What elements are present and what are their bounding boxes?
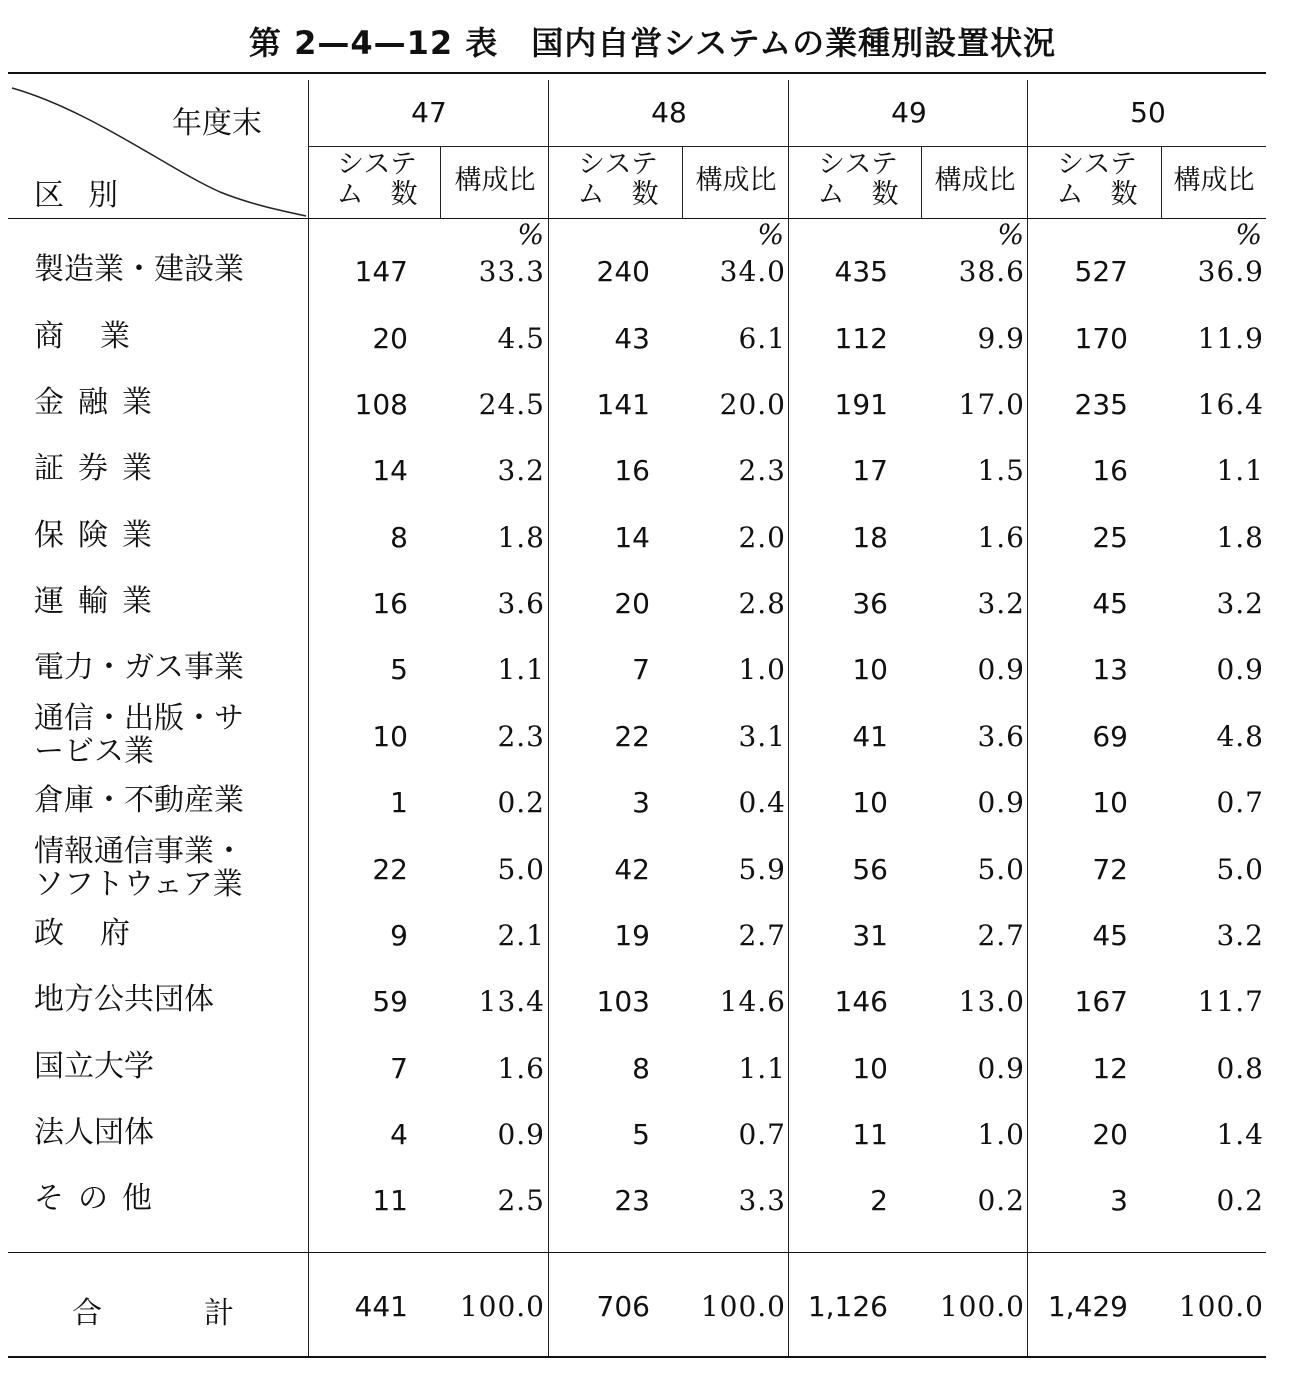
ratio-cell: 1.6 (977, 521, 1025, 554)
ratio-cell: 1.8 (497, 521, 545, 554)
count-cell: 23 (614, 1184, 650, 1217)
ratio-cell: 0.2 (977, 1184, 1025, 1217)
row-label: 倉庫・不動産業 (34, 783, 244, 818)
row-label: 電力・ガス事業 (34, 650, 244, 685)
count-cell: 7 (632, 653, 650, 686)
count-cell: 19 (614, 919, 650, 952)
ratio-cell: 5.0 (497, 853, 545, 886)
total-ratio-cell: 100.0 (700, 1290, 786, 1323)
total-count-cell: 441 (354, 1290, 408, 1323)
count-cell: 4 (390, 1118, 408, 1151)
count-cell: 10 (852, 786, 888, 819)
ratio-cell: 13.4 (478, 985, 545, 1018)
count-cell: 41 (852, 720, 888, 753)
sub-col-divider (921, 146, 922, 218)
count-cell: 147 (354, 255, 408, 288)
count-cell: 3 (1110, 1184, 1128, 1217)
ratio-cell: 1.5 (977, 454, 1025, 487)
count-cell: 103 (596, 985, 650, 1018)
year-47: 47 (411, 96, 447, 129)
count-cell: 11 (852, 1118, 888, 1151)
count-cell: 5 (390, 653, 408, 686)
ratio-cell: 17.0 (958, 388, 1025, 421)
count-cell: 14 (614, 521, 650, 554)
count-cell: 56 (852, 853, 888, 886)
row-label: その他 (34, 1181, 166, 1216)
ratio-cell: 14.6 (719, 985, 786, 1018)
bottom-rule (8, 1356, 1266, 1358)
count-cell: 7 (390, 1052, 408, 1085)
ratio-cell: 36.9 (1197, 255, 1264, 288)
ratio-cell: 1.6 (497, 1052, 545, 1085)
total-label: 合 計 (72, 1296, 234, 1331)
percent-sign: % (517, 218, 544, 251)
ratio-cell: 2.1 (497, 919, 545, 952)
row-label: 政府 (34, 916, 166, 951)
ratio-cell: 24.5 (478, 388, 545, 421)
count-cell: 1 (390, 786, 408, 819)
count-cell: 11 (372, 1184, 408, 1217)
ratio-cell: 2.7 (738, 919, 786, 952)
sub-count-header: システ ム 数 (1056, 149, 1138, 210)
percent-sign: % (1235, 218, 1262, 251)
percent-sign: % (997, 218, 1024, 251)
row-label: 通信・出版・サ ービス業 (34, 701, 244, 769)
count-cell: 141 (596, 388, 650, 421)
ratio-cell: 1.0 (738, 653, 786, 686)
ratio-cell: 9.9 (977, 322, 1025, 355)
ratio-cell: 0.9 (977, 653, 1025, 686)
year-end-label: 年度末 (172, 106, 262, 141)
count-cell: 240 (596, 255, 650, 288)
ratio-cell: 0.2 (497, 786, 545, 819)
sub-col-divider (682, 146, 683, 218)
ratio-cell: 2.3 (497, 720, 545, 753)
row-label: 法人団体 (34, 1115, 154, 1150)
table-title: 第 2—4—12 表 国内自営システムの業種別設置状況 (248, 24, 1057, 62)
row-label: 情報通信事業・ ソフトウェア業 (34, 834, 244, 902)
ratio-cell: 0.2 (1216, 1184, 1264, 1217)
count-cell: 22 (614, 720, 650, 753)
top-rule (8, 72, 1266, 74)
count-cell: 18 (852, 521, 888, 554)
count-cell: 10 (852, 653, 888, 686)
ratio-cell: 6.1 (738, 322, 786, 355)
sub-count-header: システ ム 数 (817, 149, 899, 210)
count-cell: 16 (372, 587, 408, 620)
count-cell: 191 (834, 388, 888, 421)
count-cell: 25 (1092, 521, 1128, 554)
total-ratio-cell: 100.0 (459, 1290, 545, 1323)
year-50: 50 (1130, 96, 1166, 129)
ratio-cell: 2.5 (497, 1184, 545, 1217)
count-cell: 42 (614, 853, 650, 886)
ratio-cell: 4.8 (1216, 720, 1264, 753)
sub-count-header: システ ム 数 (336, 149, 418, 210)
ratio-cell: 1.1 (1216, 454, 1264, 487)
total-ratio-cell: 100.0 (1178, 1290, 1264, 1323)
ratio-cell: 0.9 (977, 786, 1025, 819)
ratio-cell: 33.3 (478, 255, 545, 288)
count-cell: 20 (372, 322, 408, 355)
ratio-cell: 3.2 (1216, 587, 1264, 620)
count-cell: 12 (1092, 1052, 1128, 1085)
count-cell: 43 (614, 322, 650, 355)
count-cell: 36 (852, 587, 888, 620)
sub-col-divider (440, 146, 441, 218)
row-label: 運輸業 (34, 584, 166, 619)
sub-ratio-header: 構成比 (454, 165, 536, 196)
ratio-cell: 1.1 (497, 653, 545, 686)
row-label: 保険業 (34, 518, 166, 553)
count-cell: 20 (1092, 1118, 1128, 1151)
ratio-cell: 2.7 (977, 919, 1025, 952)
year-49: 49 (891, 96, 927, 129)
ratio-cell: 16.4 (1197, 388, 1264, 421)
ratio-cell: 2.8 (738, 587, 786, 620)
ratio-cell: 5.9 (738, 853, 786, 886)
count-cell: 9 (390, 919, 408, 952)
count-cell: 59 (372, 985, 408, 1018)
ratio-cell: 0.9 (1216, 653, 1264, 686)
row-label: 商業 (34, 319, 166, 354)
ratio-cell: 13.0 (958, 985, 1025, 1018)
ratio-cell: 5.0 (977, 853, 1025, 886)
total-count-cell: 1,429 (1047, 1290, 1128, 1323)
count-cell: 3 (632, 786, 650, 819)
row-label: 証券業 (34, 451, 166, 486)
ratio-cell: 3.2 (497, 454, 545, 487)
row-label: 地方公共団体 (34, 982, 214, 1017)
ratio-cell: 11.7 (1197, 985, 1264, 1018)
count-cell: 146 (834, 985, 888, 1018)
total-ratio-cell: 100.0 (939, 1290, 1025, 1323)
year-48: 48 (651, 96, 687, 129)
count-cell: 108 (354, 388, 408, 421)
year-rule (308, 146, 1266, 147)
ratio-cell: 20.0 (719, 388, 786, 421)
sub-count-header: システ ム 数 (577, 149, 659, 210)
count-cell: 16 (614, 454, 650, 487)
count-cell: 435 (834, 255, 888, 288)
count-cell: 5 (632, 1118, 650, 1151)
count-cell: 31 (852, 919, 888, 952)
count-cell: 8 (632, 1052, 650, 1085)
count-cell: 69 (1092, 720, 1128, 753)
ratio-cell: 3.2 (977, 587, 1025, 620)
ratio-cell: 0.7 (738, 1118, 786, 1151)
count-cell: 20 (614, 587, 650, 620)
count-cell: 45 (1092, 587, 1128, 620)
count-cell: 112 (834, 322, 888, 355)
count-cell: 235 (1074, 388, 1128, 421)
ratio-cell: 1.0 (977, 1118, 1025, 1151)
count-cell: 8 (390, 521, 408, 554)
ratio-cell: 1.8 (1216, 521, 1264, 554)
ratio-cell: 0.9 (977, 1052, 1025, 1085)
ratio-cell: 3.6 (497, 587, 545, 620)
row-label: 金融業 (34, 385, 166, 420)
sub-col-divider (1161, 146, 1162, 218)
total-count-cell: 706 (596, 1290, 650, 1323)
count-cell: 22 (372, 853, 408, 886)
ratio-cell: 1.1 (738, 1052, 786, 1085)
sub-ratio-header: 構成比 (695, 165, 777, 196)
count-cell: 527 (1074, 255, 1128, 288)
ratio-cell: 3.2 (1216, 919, 1264, 952)
row-label: 国立大学 (34, 1049, 154, 1084)
total-top-rule (8, 1252, 1266, 1253)
count-cell: 170 (1074, 322, 1128, 355)
count-cell: 10 (1092, 786, 1128, 819)
ratio-cell: 0.8 (1216, 1052, 1264, 1085)
ratio-cell: 11.9 (1197, 322, 1264, 355)
count-cell: 10 (852, 1052, 888, 1085)
ratio-cell: 2.0 (738, 521, 786, 554)
count-cell: 17 (852, 454, 888, 487)
ratio-cell: 2.3 (738, 454, 786, 487)
count-cell: 13 (1092, 653, 1128, 686)
ratio-cell: 0.4 (738, 786, 786, 819)
percent-sign: % (757, 218, 784, 251)
ratio-cell: 3.3 (738, 1184, 786, 1217)
count-cell: 167 (1074, 985, 1128, 1018)
category-label: 区別 (34, 178, 142, 213)
count-cell: 10 (372, 720, 408, 753)
ratio-cell: 34.0 (719, 255, 786, 288)
ratio-cell: 0.9 (497, 1118, 545, 1151)
count-cell: 45 (1092, 919, 1128, 952)
count-cell: 72 (1092, 853, 1128, 886)
ratio-cell: 3.6 (977, 720, 1025, 753)
count-cell: 2 (870, 1184, 888, 1217)
ratio-cell: 3.1 (738, 720, 786, 753)
ratio-cell: 4.5 (497, 322, 545, 355)
row-label: 製造業・建設業 (34, 252, 244, 287)
total-count-cell: 1,126 (807, 1290, 888, 1323)
ratio-cell: 0.7 (1216, 786, 1264, 819)
count-cell: 14 (372, 454, 408, 487)
count-cell: 16 (1092, 454, 1128, 487)
ratio-cell: 1.4 (1216, 1118, 1264, 1151)
sub-ratio-header: 構成比 (1173, 165, 1255, 196)
ratio-cell: 5.0 (1216, 853, 1264, 886)
sub-ratio-header: 構成比 (934, 165, 1016, 196)
ratio-cell: 38.6 (958, 255, 1025, 288)
